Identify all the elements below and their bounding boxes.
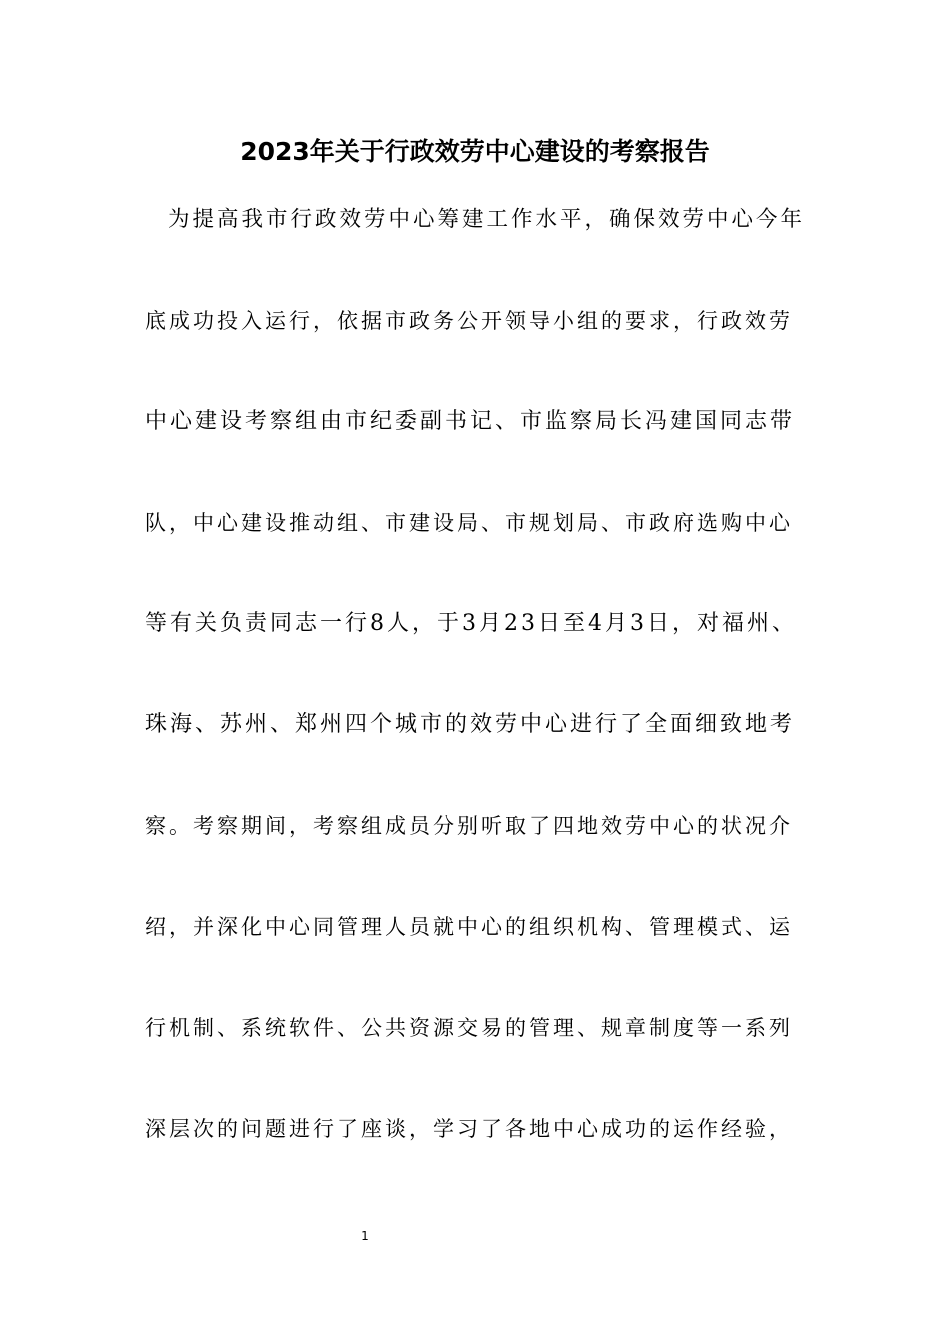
body-line: 察。考察期间，考察组成员分别听取了四地效劳中心的状况介 — [145, 814, 793, 838]
body-line: 底成功投入运行，依据市政务公开领导小组的要求，行政效劳 — [145, 309, 793, 333]
body-line: 深层次的问题进行了座谈，学习了各地中心成功的运作经验， — [145, 1117, 793, 1141]
body-line: 中心建设考察组由市纪委副书记、市监察局长冯建国同志带 — [145, 409, 796, 434]
body-line: 行机制、系统软件、公共资源交易的管理、规章制度等一系列 — [145, 1016, 793, 1040]
body-line: 绍，并深化中心同管理人员就中心的组织机构、管理模式、运 — [145, 915, 793, 939]
body-line: 为提高我市行政效劳中心筹建工作水平，确保效劳中心今年 — [168, 207, 806, 232]
document-body — [145, 200, 805, 1210]
body-line: 队，中心建设推动组、市建设局、市规划局、市政府选购中心 — [145, 511, 793, 535]
page-number: 1 — [361, 1229, 369, 1243]
document-title: 2023年关于行政效劳中心建设的考察报告 — [240, 137, 710, 166]
body-line: 等有关负责同志一行8人，于3月23日至4月3日，对福州、 — [145, 611, 797, 636]
body-line: 珠海、苏州、郑州四个城市的效劳中心进行了全面细致地考 — [145, 712, 796, 737]
